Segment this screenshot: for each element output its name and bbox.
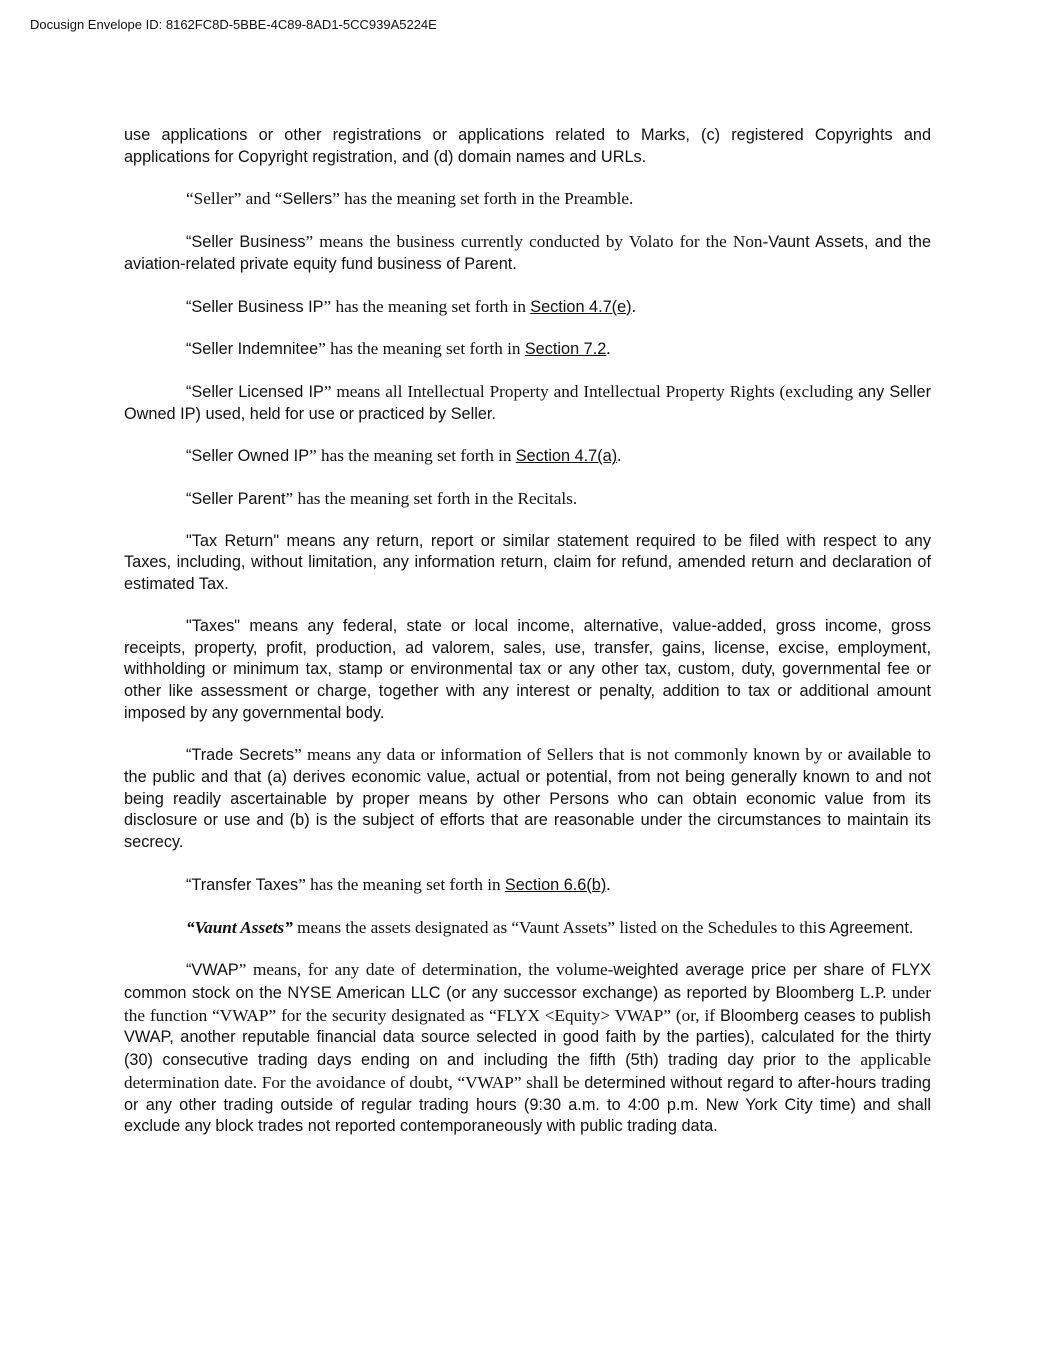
seller-indemnitee-meaning: ” has the meaning set forth in bbox=[318, 339, 525, 359]
seller-quote-open: “Seller bbox=[186, 189, 234, 209]
vaunt-assets-term: “Vaunt Assets” bbox=[186, 917, 293, 937]
definition-seller-indemnitee bbox=[124, 338, 931, 361]
seller-business-ip-meaning: ” has the meaning set forth in bbox=[323, 296, 531, 316]
envelope-id: Docusign Envelope ID: 8162FC8D-5BBE-4C89-8AD1-5CC939A5224E bbox=[30, 17, 437, 32]
vwap-meaning-part-2: weighted average price per share of FLYX common stock on the NYSE American LLC (or any successor exchange) as reported by Bloomberg bbox=[124, 961, 931, 1002]
vwap-meaning-part-4: Bloomberg ceases to publish VWAP, another reputable financial data source selected in good faith by the parties), calculated for the thirty (30) consecutive trading days ending on and including the fifth (5th) trading day prior to the bbox=[124, 1006, 931, 1070]
definition-taxes bbox=[124, 616, 931, 725]
seller-parent-term: “Seller Parent bbox=[186, 490, 286, 509]
vaunt-assets-tail: s Agreement. bbox=[817, 918, 914, 937]
period: . bbox=[606, 874, 611, 894]
section-reference-4-7-e[interactable]: Section 4.7(e) bbox=[530, 297, 632, 316]
period: . bbox=[606, 339, 611, 359]
trade-secrets-meaning: ” means any data or information of Sellers that is not commonly known by or bbox=[294, 745, 848, 765]
seller-business-tail: Vaunt Assets, and the aviation-related private equity fund business of Parent. bbox=[124, 233, 931, 273]
definition-seller-parent bbox=[124, 488, 931, 511]
seller-indemnitee-term: “Seller Indemnitee bbox=[186, 340, 319, 359]
section-reference-4-7-a[interactable]: Section 4.7(a) bbox=[515, 447, 618, 466]
seller-licensed-ip-meaning: ” means all Intellectual Property and Intellectual Property Rights (excluding bbox=[323, 381, 858, 401]
definitions-body bbox=[124, 125, 931, 1158]
section-reference-7-2[interactable]: Section 7.2 bbox=[524, 340, 607, 359]
vaunt-assets-meaning: means the assets designated as “Vaunt Assets” listed on the Schedules to thi bbox=[292, 917, 818, 937]
vwap-meaning-part-6: determined without regard to after-hours trading or any other trading outside of regular trading hours (9:30 a.m. to 4:00 p.m. New York City time) and shall exclude any block trades not reported contemporaneously with public trading data. bbox=[124, 1073, 931, 1136]
definition-seller-business-ip bbox=[124, 296, 931, 319]
definition-ip-continuation bbox=[124, 125, 931, 168]
vwap-meaning-part-3: L.P. under the function “VWAP” for the security designated as “FLYX <Equity> VWAP” (or, if bbox=[124, 982, 931, 1025]
transfer-taxes-term: “Transfer Taxes bbox=[186, 875, 299, 894]
ip-continuation-text: use applications or other registrations or applications related to Marks, (c) registered Copyrights and applications for Copyright registration, and (d) domain names and URLs. bbox=[124, 126, 931, 166]
vwap-term: “VWAP bbox=[186, 961, 239, 980]
section-reference-6-6-b[interactable]: Section 6.6(b) bbox=[504, 875, 607, 894]
sellers-term: Sellers bbox=[282, 190, 333, 209]
vwap-meaning-part-5: applicable determination date. For the avoidance of doubt, “VWAP” shall be bbox=[124, 1050, 931, 1092]
definition-trade-secrets bbox=[124, 744, 931, 854]
taxes-text: "Taxes" means any federal, state or local income, alternative, value-added, gross income, gross receipts, property, profit, production, ad valorem, sales, use, transfer, gains, license, excise, employment, withholding or minimum tax, stamp or environmental tax or any other tax, custom, duty, governmental fee or other like assessment or charge, together with any interest or penalty, addition to tax or additional amount imposed by any governmental body. bbox=[124, 616, 931, 722]
seller-licensed-ip-tail: any Seller Owned IP) used, held for use or practiced by Seller. bbox=[124, 382, 931, 423]
definition-seller bbox=[124, 188, 931, 211]
seller-business-ip-term: “Seller Business IP bbox=[186, 297, 324, 316]
seller-business-term: “Seller Business bbox=[186, 233, 306, 252]
seller-licensed-ip-term: “Seller Licensed IP bbox=[186, 382, 324, 401]
period: . bbox=[617, 446, 622, 466]
seller-owned-ip-term: “Seller Owned IP bbox=[186, 447, 310, 466]
definition-tax-return bbox=[124, 531, 931, 596]
definition-vwap bbox=[124, 959, 931, 1138]
definition-seller-licensed-ip bbox=[124, 381, 931, 425]
definition-seller-business bbox=[124, 231, 931, 275]
period: . bbox=[631, 296, 636, 316]
transfer-taxes-meaning: ” has the meaning set forth in bbox=[298, 874, 505, 894]
seller-meaning: ” has the meaning set forth in the Preamble. bbox=[332, 189, 634, 209]
seller-owned-ip-meaning: ” has the meaning set forth in bbox=[309, 446, 516, 466]
vwap-meaning-part-1: ” means, for any date of determination, the volume- bbox=[238, 960, 614, 980]
seller-parent-meaning: ” has the meaning set forth in the Recitals. bbox=[285, 489, 578, 509]
definition-seller-owned-ip bbox=[124, 445, 931, 468]
trade-secrets-term: “Trade Secrets bbox=[186, 746, 295, 765]
definition-transfer-taxes bbox=[124, 874, 931, 897]
trade-secrets-tail: available to the public and that (a) derives economic value, actual or potential, from not being generally known to and not being readily ascertainable by proper means by other Persons who can obtain economic value from its disclosure or use and (b) is the subject of efforts that are reasonable under the circumstances to maintain its secrecy. bbox=[124, 746, 931, 852]
definition-vaunt-assets bbox=[124, 917, 931, 940]
seller-and: ” and “ bbox=[233, 189, 283, 209]
tax-return-text: "Tax Return" means any return, report or similar statement required to be filed with respect to any Taxes, including, without limitation, any information return, claim for refund, amended return and declaration of estimated Tax. bbox=[124, 531, 931, 594]
seller-business-meaning: ” means the business currently conducted by Volato for the Non- bbox=[305, 232, 769, 252]
